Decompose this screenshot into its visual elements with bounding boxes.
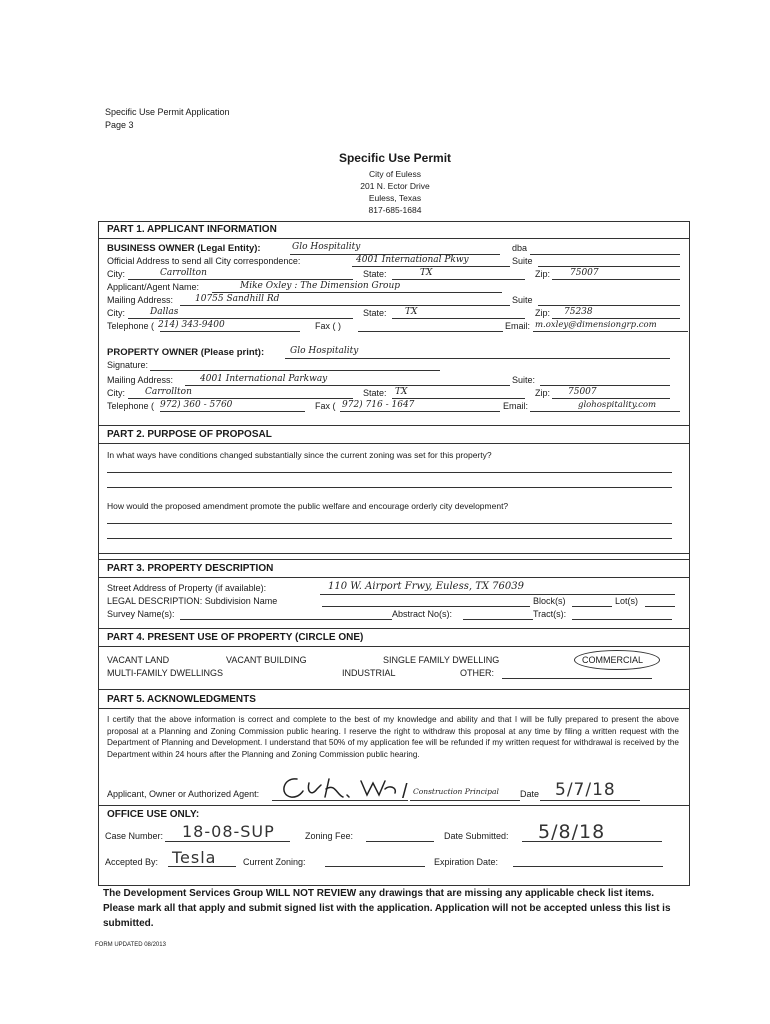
applicant-title-value[interactable]: Construction Principal [413,787,499,796]
case-number-label: Case Number: [105,831,164,841]
official-address-value[interactable]: 4001 International Pkwy [356,255,469,265]
city3-label: City: [107,388,125,398]
part2-question-2: How would the proposed amendment promote the public welfare and encourage orderly city development? [107,501,509,511]
city-value[interactable]: Carrollton [160,268,207,278]
form-updated-footer: FORM UPDATED 08/2013 [95,942,166,948]
state-label: State: [363,269,387,279]
state3-label: State: [363,388,387,398]
page-header-page: Page 3 [105,120,134,130]
case-number-value[interactable]: 18-08-SUP [182,822,275,841]
use-other-label: OTHER: [460,668,495,678]
use-single-family[interactable]: SINGLE FAMILY DWELLING [383,655,500,665]
address-line: Euless, Texas [368,193,422,203]
email-value[interactable]: m.oxley@dimensiongrp.com [535,320,657,330]
legal-description-label: LEGAL DESCRIPTION: Subdivision Name [107,596,278,606]
date-submitted-label: Date Submitted: [444,831,509,841]
email-label: Email: [505,321,531,331]
date-value[interactable]: 5/7/18 [555,780,616,800]
survey-label: Survey Name(s): [107,609,175,619]
page-header-title: Specific Use Permit Application [105,107,230,117]
suite-label: Suite [512,256,533,266]
abstract-label: Abstract No(s): [392,609,453,619]
part2-heading: PART 2. PURPOSE OF PROPOSAL [107,429,272,440]
expiration-label: Expiration Date: [434,857,499,867]
email3-label: Email: [503,401,529,411]
use-commercial[interactable]: COMMERCIAL [582,655,644,665]
telephone3-label: Telephone ( [107,401,155,411]
zip-value[interactable]: 75007 [570,268,599,278]
official-address-label: Official Address to send all City correspondence: [107,256,301,266]
use-industrial[interactable]: INDUSTRIAL [342,668,396,678]
tract-label: Tract(s): [533,609,567,619]
part4-heading: PART 4. PRESENT USE OF PROPERTY (CIRCLE ONE) [107,632,364,643]
review-notice: The Development Services Group WILL NOT REVIEW any drawings that are missing any applicable check list items. Please mark all that apply and submit signed list with the application. Application will not be accepted unless this list is submitted. [103,888,671,929]
suite3-label: Suite: [512,375,536,385]
part5-heading: PART 5. ACKNOWLEDGMENTS [107,694,256,705]
agent-label: Applicant/Agent Name: [107,282,200,292]
city2-label: City: [107,308,125,318]
date-label: Date [520,789,540,799]
property-owner-value[interactable]: Glo Hospitality [290,346,359,356]
fax3-label: Fax ( [315,401,336,411]
fax3-value[interactable]: 972) 716 - 1647 [342,400,415,410]
use-multi-family[interactable]: MULTI-FAMILY DWELLINGS [107,668,224,678]
telephone-value[interactable]: 214) 343-9400 [158,320,225,330]
applicant-label: Applicant, Owner or Authorized Agent: [107,789,260,799]
zip2-label: Zip: [535,308,551,318]
mailing-value[interactable]: 10755 Sandhill Rd [195,294,280,304]
date-submitted-value[interactable]: 5/8/18 [538,821,606,843]
city-label: City: [107,269,125,279]
signature-label: Signature: [107,360,149,370]
city2-value[interactable]: Dallas [150,307,179,317]
mailing3-value[interactable]: 4001 International Parkway [200,374,328,384]
part2-question-1: In what ways have conditions changed substantially since the current zoning was set for this property? [107,450,492,460]
agent-value[interactable]: Mike Oxley : The Dimension Group [240,281,401,291]
email3-value[interactable]: glohospitality.com [578,400,657,410]
zip3-label: Zip: [535,388,551,398]
lot-label: Lot(s) [615,596,639,606]
zoning-fee-label: Zoning Fee: [305,831,354,841]
address-line: City of Euless [369,169,421,179]
business-owner-value[interactable]: Glo Hospitality [292,242,361,252]
state2-label: State: [363,308,387,318]
part1-heading: PART 1. APPLICANT INFORMATION [107,224,277,235]
zip-label: Zip: [535,269,551,279]
current-zoning-label: Current Zoning: [243,857,306,867]
state-value[interactable]: TX [420,268,433,278]
use-vacant-land[interactable]: VACANT LAND [107,655,170,665]
office-heading: OFFICE USE ONLY: [107,809,200,820]
property-owner-label: PROPERTY OWNER (Please print): [107,347,265,358]
accepted-by-label: Accepted By: [105,857,159,867]
signature-svg [277,775,407,799]
commercial-circle-mark [574,650,660,670]
part3-heading: PART 3. PROPERTY DESCRIPTION [107,563,274,574]
slash-mark: / [402,781,408,803]
state2-value[interactable]: TX [405,307,418,317]
dba-label: dba [512,243,528,253]
applicant-signature [277,775,407,799]
zip3-value[interactable]: 75007 [568,387,597,397]
city-address-block [320,168,470,216]
use-vacant-building[interactable]: VACANT BUILDING [226,655,307,665]
street-value[interactable]: 110 W. Airport Frwy, Euless, TX 76039 [328,581,524,592]
city3-value[interactable]: Carrollton [145,387,192,397]
street-label: Street Address of Property (if available): [107,583,267,593]
acknowledgment-paragraph: I certify that the above information is correct and complete to the best of my knowledge and ability and that I will be fully prepared to present the above proposal at a Planning and Zoning Commission public hearing. I reserve the right to withdraw this proposal at any time by filing a written request with the Department of Planning and Development. I understand that 50% of my application fee will be refunded if my written request for withdrawal is received by the Department within 24 hours after the Planning and Zoning Commission public hearing. [107,715,679,759]
page-title: Specific Use Permit [338,151,452,165]
telephone3-value[interactable]: 972) 360 - 5760 [160,400,233,410]
zip2-value[interactable]: 75238 [564,307,593,317]
block-label: Block(s) [533,596,566,606]
fax-label: Fax ( ) [315,321,341,331]
mailing-label: Mailing Address: [107,295,174,305]
address-line: 201 N. Ector Drive [360,181,430,191]
business-owner-label: BUSINESS OWNER (Legal Entity): [107,243,261,254]
suite2-label: Suite [512,295,533,305]
mailing3-label: Mailing Address: [107,375,174,385]
accepted-by-value[interactable]: Tesla [172,848,217,867]
address-line: 817-685-1684 [368,205,422,215]
state3-value[interactable]: TX [395,387,408,397]
telephone-label: Telephone ( [107,321,155,331]
